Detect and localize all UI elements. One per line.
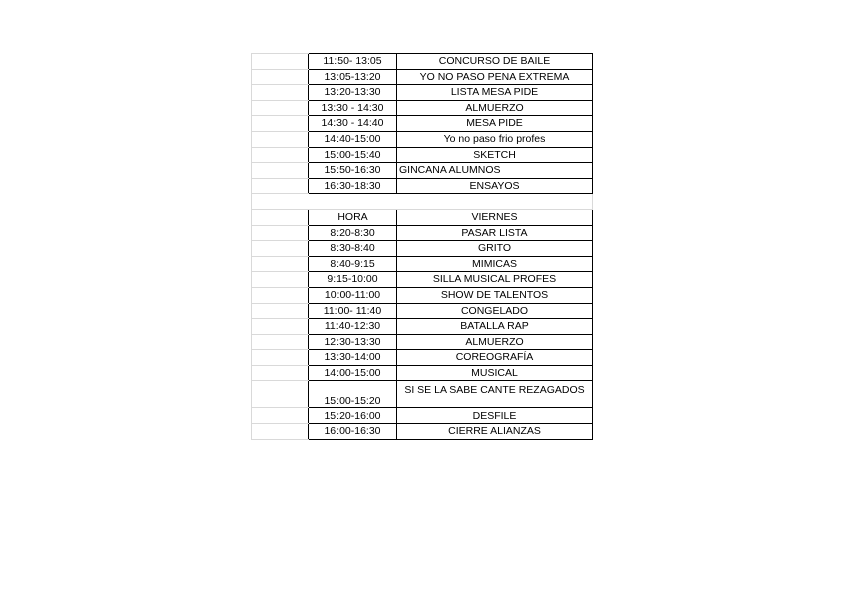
time-cell[interactable]: 8:30-8:40 xyxy=(309,241,397,257)
activity-cell[interactable]: MESA PIDE xyxy=(397,116,593,132)
table-row xyxy=(252,54,593,70)
time-cell[interactable]: 13:30-14:00 xyxy=(309,350,397,366)
empty-cell[interactable] xyxy=(252,365,309,381)
activity-cell[interactable]: BATALLA RAP xyxy=(397,319,593,335)
empty-cell[interactable] xyxy=(252,163,309,179)
empty-cell[interactable] xyxy=(252,350,309,366)
day-header[interactable]: VIERNES xyxy=(397,209,593,225)
empty-cell[interactable] xyxy=(252,381,309,408)
activity-cell[interactable]: GINCANA ALUMNOS xyxy=(397,163,593,179)
activity-cell[interactable]: Yo no paso frio profes xyxy=(397,131,593,147)
time-cell[interactable]: 13:20-13:30 xyxy=(309,85,397,101)
time-cell[interactable]: 8:20-8:30 xyxy=(309,225,397,241)
time-cell[interactable]: 15:00-15:20 xyxy=(309,381,397,408)
empty-cell[interactable] xyxy=(252,178,309,194)
activity-cell[interactable]: SKETCH xyxy=(397,147,593,163)
table-row xyxy=(252,147,593,163)
table-row xyxy=(252,424,593,440)
activity-cell[interactable]: SI SE LA SABE CANTE REZAGADOS xyxy=(397,381,593,408)
table-row xyxy=(252,225,593,241)
schedule-table xyxy=(251,53,593,440)
empty-cell[interactable] xyxy=(252,319,309,335)
empty-cell[interactable] xyxy=(309,194,397,210)
time-cell[interactable]: 16:30-18:30 xyxy=(309,178,397,194)
time-header[interactable]: HORA xyxy=(309,209,397,225)
activity-cell[interactable]: ALMUERZO xyxy=(397,100,593,116)
time-cell[interactable]: 12:30-13:30 xyxy=(309,334,397,350)
table-row xyxy=(252,256,593,272)
time-cell[interactable]: 14:30 - 14:40 xyxy=(309,116,397,132)
time-cell[interactable]: 10:00-11:00 xyxy=(309,287,397,303)
empty-cell[interactable] xyxy=(252,147,309,163)
empty-cell[interactable] xyxy=(252,69,309,85)
table-row xyxy=(252,163,593,179)
time-cell[interactable]: 15:00-15:40 xyxy=(309,147,397,163)
activity-cell[interactable]: COREOGRAFÍA xyxy=(397,350,593,366)
empty-cell[interactable] xyxy=(252,303,309,319)
activity-cell[interactable]: CONGELADO xyxy=(397,303,593,319)
time-cell[interactable]: 15:20-16:00 xyxy=(309,408,397,424)
table-row xyxy=(252,272,593,288)
empty-cell[interactable] xyxy=(252,241,309,257)
time-cell[interactable]: 11:50- 13:05 xyxy=(309,54,397,70)
time-cell[interactable]: 8:40-9:15 xyxy=(309,256,397,272)
empty-cell[interactable] xyxy=(252,334,309,350)
empty-cell[interactable] xyxy=(252,287,309,303)
empty-cell[interactable] xyxy=(252,256,309,272)
activity-cell[interactable]: DESFILE xyxy=(397,408,593,424)
activity-cell[interactable]: MUSICAL xyxy=(397,365,593,381)
spacer-row xyxy=(252,194,593,210)
empty-cell[interactable] xyxy=(252,116,309,132)
time-cell[interactable]: 9:15-10:00 xyxy=(309,272,397,288)
time-cell[interactable]: 11:40-12:30 xyxy=(309,319,397,335)
time-cell[interactable]: 16:00-16:30 xyxy=(309,424,397,440)
table-row xyxy=(252,287,593,303)
time-cell[interactable]: 14:00-15:00 xyxy=(309,365,397,381)
table-row xyxy=(252,350,593,366)
table-row xyxy=(252,241,593,257)
activity-cell[interactable]: LISTA MESA PIDE xyxy=(397,85,593,101)
table-row xyxy=(252,334,593,350)
activity-cell[interactable]: CIERRE ALIANZAS xyxy=(397,424,593,440)
table-row xyxy=(252,408,593,424)
activity-cell[interactable]: PASAR LISTA xyxy=(397,225,593,241)
empty-cell[interactable] xyxy=(252,85,309,101)
activity-cell[interactable]: CONCURSO DE BAILE xyxy=(397,54,593,70)
empty-cell[interactable] xyxy=(252,225,309,241)
time-cell[interactable]: 11:00- 11:40 xyxy=(309,303,397,319)
header-row xyxy=(252,209,593,225)
activity-cell[interactable]: SHOW DE TALENTOS xyxy=(397,287,593,303)
time-cell[interactable]: 14:40-15:00 xyxy=(309,131,397,147)
time-cell[interactable]: 15:50-16:30 xyxy=(309,163,397,179)
activity-cell[interactable]: YO NO PASO PENA EXTREMA xyxy=(397,69,593,85)
empty-cell[interactable] xyxy=(252,131,309,147)
empty-cell[interactable] xyxy=(252,54,309,70)
time-cell[interactable]: 13:30 - 14:30 xyxy=(309,100,397,116)
empty-cell[interactable] xyxy=(252,424,309,440)
table-row xyxy=(252,381,593,408)
table-row xyxy=(252,178,593,194)
activity-cell[interactable]: GRITO xyxy=(397,241,593,257)
empty-cell[interactable] xyxy=(252,272,309,288)
empty-cell[interactable] xyxy=(252,408,309,424)
empty-cell[interactable] xyxy=(252,100,309,116)
table-row xyxy=(252,85,593,101)
empty-cell[interactable] xyxy=(397,194,593,210)
activity-cell[interactable]: ENSAYOS xyxy=(397,178,593,194)
time-cell[interactable]: 13:05-13:20 xyxy=(309,69,397,85)
activity-cell[interactable]: SILLA MUSICAL PROFES xyxy=(397,272,593,288)
activity-cell[interactable]: ALMUERZO xyxy=(397,334,593,350)
empty-cell[interactable] xyxy=(252,209,309,225)
table-row xyxy=(252,131,593,147)
table-row xyxy=(252,319,593,335)
table-row xyxy=(252,69,593,85)
table-row xyxy=(252,100,593,116)
table-row xyxy=(252,365,593,381)
table-row xyxy=(252,303,593,319)
empty-cell[interactable] xyxy=(252,194,309,210)
activity-cell[interactable]: MIMICAS xyxy=(397,256,593,272)
table-row xyxy=(252,116,593,132)
